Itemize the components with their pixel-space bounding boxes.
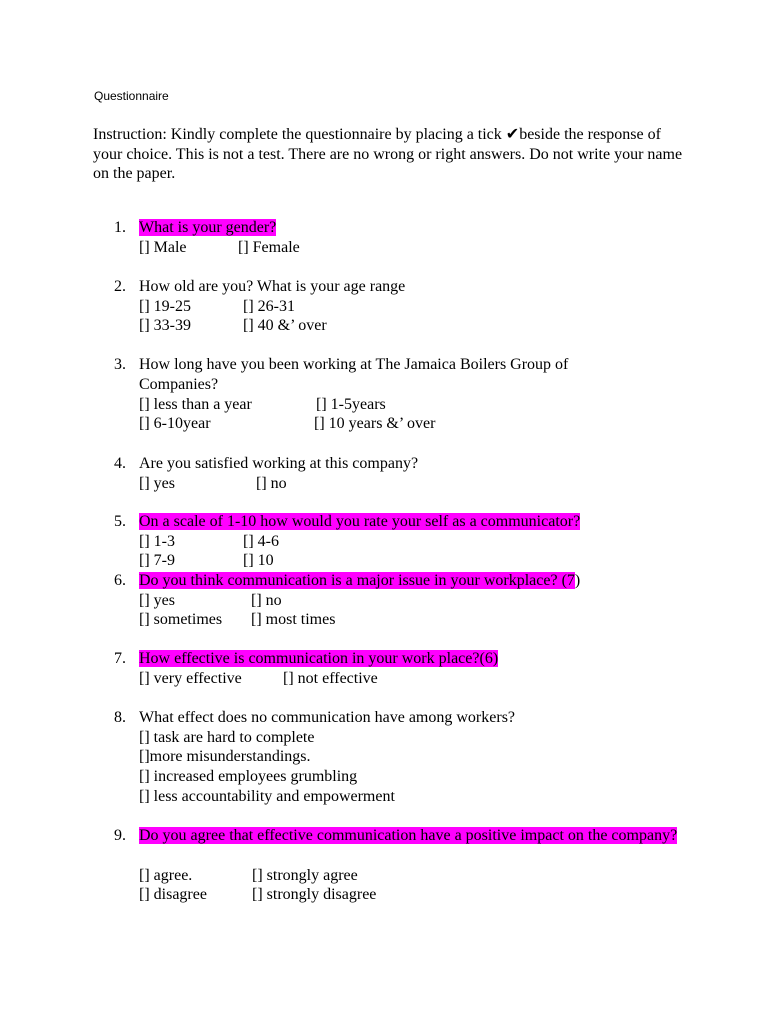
option-male-checkbox[interactable]: [] Male (139, 239, 187, 256)
instruction-text-start: Instruction: Kindly complete the questionnaire by placing a tick (93, 126, 506, 143)
question-number: 4. (114, 455, 126, 472)
question-label: What effect does no communication have among workers? (139, 709, 516, 726)
option-not-effective-checkbox[interactable]: [] not effective (283, 670, 378, 687)
option-10-checkbox[interactable]: [] 10 (243, 552, 274, 569)
option-no-checkbox[interactable]: [] no (256, 475, 287, 492)
check-mark-icon: ✔ (505, 124, 520, 143)
option-disagree-checkbox[interactable]: [] disagree (139, 886, 207, 903)
option-very-effective-checkbox[interactable]: [] very effective (139, 670, 242, 687)
option-33-39-checkbox[interactable]: [] 33-39 (139, 317, 191, 334)
option-sometimes-checkbox[interactable]: [] sometimes (139, 611, 223, 628)
question-number: 2. (114, 278, 126, 295)
question-text-tail: ) (574, 572, 581, 589)
option-most-times-checkbox[interactable]: [] most times (251, 611, 336, 628)
question-text (139, 826, 684, 846)
option-misunderstandings-checkbox[interactable]: []more misunderstandings. (139, 748, 311, 765)
question-number: 6. (114, 572, 126, 589)
instruction-text-end: beside the response of your choice. This is not a test. There are no wrong or right answers. Do not write your name on the paper. (93, 126, 683, 183)
option-1-3-checkbox[interactable]: [] 1-3 (139, 533, 175, 550)
question-highlight: Do you agree that effective communication have a positive impact on the company? (139, 827, 678, 844)
option-26-31-checkbox[interactable]: [] 26-31 (243, 298, 295, 315)
option-task-hard-checkbox[interactable]: [] task are hard to complete (139, 729, 315, 746)
option-40-over-checkbox[interactable]: [] 40 &’ over (243, 317, 327, 334)
option-4-6-checkbox[interactable]: [] 4-6 (243, 533, 279, 550)
option-10-years-over-checkbox[interactable]: [] 10 years &’ over (314, 415, 436, 432)
option-no-checkbox[interactable]: [] no (251, 592, 282, 609)
option-accountability-checkbox[interactable]: [] less accountability and empowerment (139, 788, 395, 805)
option-female-checkbox[interactable]: [] Female (238, 239, 300, 256)
option-yes-checkbox[interactable]: [] yes (139, 475, 175, 492)
question-highlight: Do you think communication is a major issue in your workplace? (7 (139, 572, 575, 589)
question-number: 3. (114, 356, 126, 373)
question-label: How old are you? What is your age range (139, 278, 406, 295)
question-highlight: How effective is communication in your work place?(6) (139, 650, 499, 667)
option-grumbling-checkbox[interactable]: [] increased employees grumbling (139, 768, 358, 785)
option-19-25-checkbox[interactable]: [] 19-25 (139, 298, 191, 315)
question-text (139, 277, 679, 297)
option-1-5-years-checkbox[interactable]: [] 1-5years (316, 396, 386, 413)
question-highlight: On a scale of 1-10 how would you rate your self as a communicator? (139, 513, 581, 530)
question-text (139, 355, 639, 394)
question-text (139, 218, 679, 238)
question-number: 9. (114, 827, 126, 844)
question-text (139, 454, 679, 474)
question-text (139, 708, 679, 728)
option-agree-checkbox[interactable]: [] agree. (139, 867, 193, 884)
document-title: Questionnaire (94, 89, 169, 103)
question-number: 7. (114, 650, 126, 667)
question-label: How long have you been working at The Jamaica Boilers Group of Companies? (139, 356, 569, 393)
question-number: 1. (114, 219, 126, 236)
option-strongly-agree-checkbox[interactable]: [] strongly agree (252, 867, 358, 884)
question-number: 5. (114, 513, 126, 530)
option-strongly-disagree-checkbox[interactable]: [] strongly disagree (252, 886, 377, 903)
question-number: 8. (114, 709, 126, 726)
option-less-than-year-checkbox[interactable]: [] less than a year (139, 396, 252, 413)
option-6-10-year-checkbox[interactable]: [] 6-10year (139, 415, 211, 432)
question-label: Are you satisfied working at this company? (139, 455, 419, 472)
question-text (139, 512, 679, 532)
option-yes-checkbox[interactable]: [] yes (139, 592, 175, 609)
option-7-9-checkbox[interactable]: [] 7-9 (139, 552, 175, 569)
question-text (139, 649, 679, 669)
question-highlight: What is your gender? (139, 219, 277, 236)
instruction-paragraph (93, 124, 683, 184)
question-text (139, 571, 699, 591)
